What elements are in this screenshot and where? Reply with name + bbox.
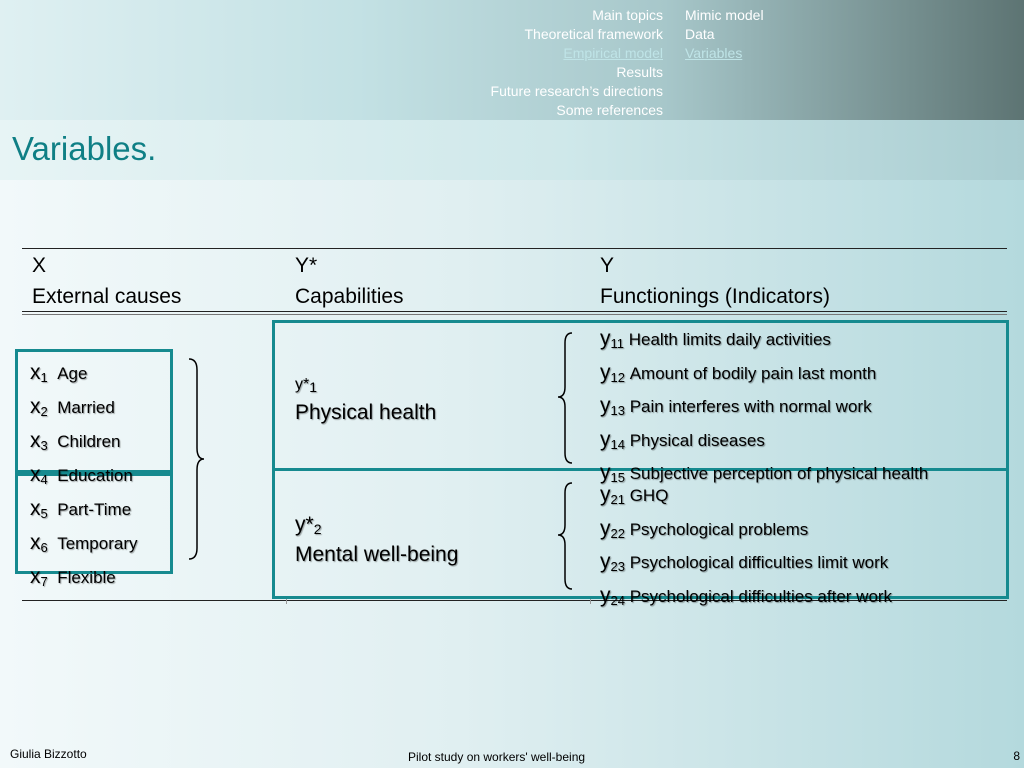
x-var-symbol: x: [30, 497, 41, 520]
nav-main-topics[interactable]: Main topics: [592, 7, 663, 23]
indicator-label: Psychological difficulties limit work: [629, 553, 889, 572]
x-var-3: [30, 426, 138, 460]
nav-future-research[interactable]: Future research’s directions: [490, 83, 663, 99]
indicator-symbol: y: [600, 394, 611, 417]
header-x-label: External causes: [32, 285, 182, 308]
x-var-subscript: 1: [40, 370, 48, 385]
indicator-subscript: 22: [610, 525, 625, 541]
nav-data[interactable]: Data: [685, 26, 715, 42]
latent-physical: [295, 370, 436, 426]
latent-physical-label: Physical health: [295, 401, 437, 424]
latent-symbol: y*: [295, 376, 310, 393]
header-x: [32, 254, 181, 309]
indicator-y14: [600, 426, 928, 460]
x-var-label: Education: [57, 466, 133, 485]
indicator-symbol: y: [600, 550, 611, 573]
x-var-symbol: x: [30, 463, 41, 486]
section-nav: [491, 6, 663, 120]
x-var-label: Flexible: [57, 568, 116, 587]
indicator-label: GHQ: [629, 486, 669, 505]
indicator-symbol: y: [600, 483, 611, 506]
latent-subscript: 2: [313, 521, 322, 537]
indicator-symbol: y: [600, 360, 611, 384]
indicator-y23: [600, 548, 892, 582]
x-var-symbol: x: [30, 429, 41, 452]
table-header-rule: [22, 311, 1007, 312]
indicator-label: Pain interferes with normal work: [629, 397, 872, 416]
x-var-subscript: 7: [40, 574, 48, 589]
footer-page-number: 8: [1013, 749, 1020, 763]
x-var-subscript: 6: [40, 540, 48, 555]
x-var-label: Temporary: [57, 534, 138, 553]
physical-indicators-list: [600, 325, 928, 493]
x-variables-list: [30, 358, 138, 596]
header-y: [600, 254, 830, 309]
x-var-2: [30, 392, 138, 426]
indicator-symbol: y: [600, 427, 611, 451]
indicator-subscript: 24: [610, 592, 625, 608]
x-var-label: Married: [57, 398, 115, 417]
x-var-5: [30, 494, 138, 528]
indicator-y21: [600, 481, 892, 515]
indicator-y22: [600, 515, 892, 549]
indicator-subscript: 23: [610, 559, 625, 574]
nav-empirical-model[interactable]: Empirical model: [563, 45, 663, 61]
nav-results[interactable]: Results: [616, 64, 663, 80]
indicator-y13: [600, 392, 928, 426]
indicator-y24: [600, 582, 892, 616]
subsection-nav: [685, 6, 764, 63]
indicator-symbol: y: [600, 461, 611, 484]
latent-mental-label: Mental well-being: [295, 543, 459, 566]
latent-physical-symbol: [295, 370, 436, 400]
footer-subtitle: Pilot study on workers' well-being: [408, 750, 586, 764]
indicator-label: Subjective perception of physical health: [629, 464, 929, 483]
indicator-y12: [600, 359, 928, 393]
header-ystar: [295, 254, 404, 309]
indicator-symbol: y: [600, 327, 611, 350]
x-var-symbol: x: [30, 565, 41, 588]
x-var-symbol: x: [30, 531, 41, 554]
page-title: Variables.: [12, 130, 157, 167]
indicator-subscript: 12: [610, 369, 625, 385]
table-header-rule-2: [22, 314, 1007, 315]
nav-variables[interactable]: Variables: [685, 45, 743, 61]
indicator-subscript: 21: [610, 492, 625, 507]
x-var-subscript: 2: [40, 404, 48, 419]
x-var-4: [30, 460, 138, 494]
header-ystar-symbol: Y*: [295, 254, 318, 277]
indicator-label: Health limits daily activities: [628, 330, 831, 349]
footer-author: Giulia Bizzotto: [10, 747, 87, 761]
header-x-symbol: X: [32, 254, 47, 277]
indicator-label: Psychological difficulties after work: [629, 586, 893, 606]
x-var-6: [30, 528, 138, 562]
nav-theoretical-framework[interactable]: Theoretical framework: [524, 26, 663, 42]
header-ystar-label: Capabilities: [295, 285, 404, 308]
indicator-symbol: y: [600, 583, 611, 607]
latent-mental-symbol: [295, 512, 458, 542]
header-y-symbol: Y: [600, 254, 615, 277]
table-top-rule: [22, 248, 1007, 249]
x-var-label: Part-Time: [57, 500, 132, 519]
indicator-y11: [600, 325, 928, 359]
indicator-label: Amount of bodily pain last month: [629, 363, 877, 383]
latent-mental: [295, 512, 458, 568]
header-y-label: Functionings (Indicators): [600, 285, 830, 308]
nav-mimic-model[interactable]: Mimic model: [685, 7, 764, 23]
indicator-subscript: 15: [610, 470, 625, 485]
indicator-label: Psychological problems: [629, 519, 809, 539]
latent-subscript: 1: [309, 379, 318, 395]
x-var-subscript: 5: [40, 506, 48, 521]
mental-left-brace: [554, 480, 576, 592]
x-var-1: [30, 358, 138, 392]
mental-indicators-list: [600, 481, 892, 615]
latent-symbol: y*: [295, 513, 314, 536]
nav-some-references[interactable]: Some references: [556, 102, 663, 118]
x-group-right-brace: [186, 356, 208, 562]
indicator-subscript: 11: [610, 336, 624, 351]
indicator-symbol: y: [600, 516, 611, 540]
physical-left-brace: [554, 330, 576, 466]
x-var-7: [30, 562, 138, 596]
indicator-label: Physical diseases: [629, 430, 765, 450]
indicator-subscript: 13: [610, 403, 625, 418]
x-var-subscript: 3: [40, 438, 48, 453]
indicator-subscript: 14: [610, 436, 625, 452]
x-var-label: Age: [57, 364, 88, 383]
x-var-subscript: 4: [40, 472, 48, 487]
x-var-symbol: x: [30, 395, 41, 418]
x-var-label: Children: [57, 432, 121, 451]
x-var-symbol: x: [30, 361, 41, 384]
